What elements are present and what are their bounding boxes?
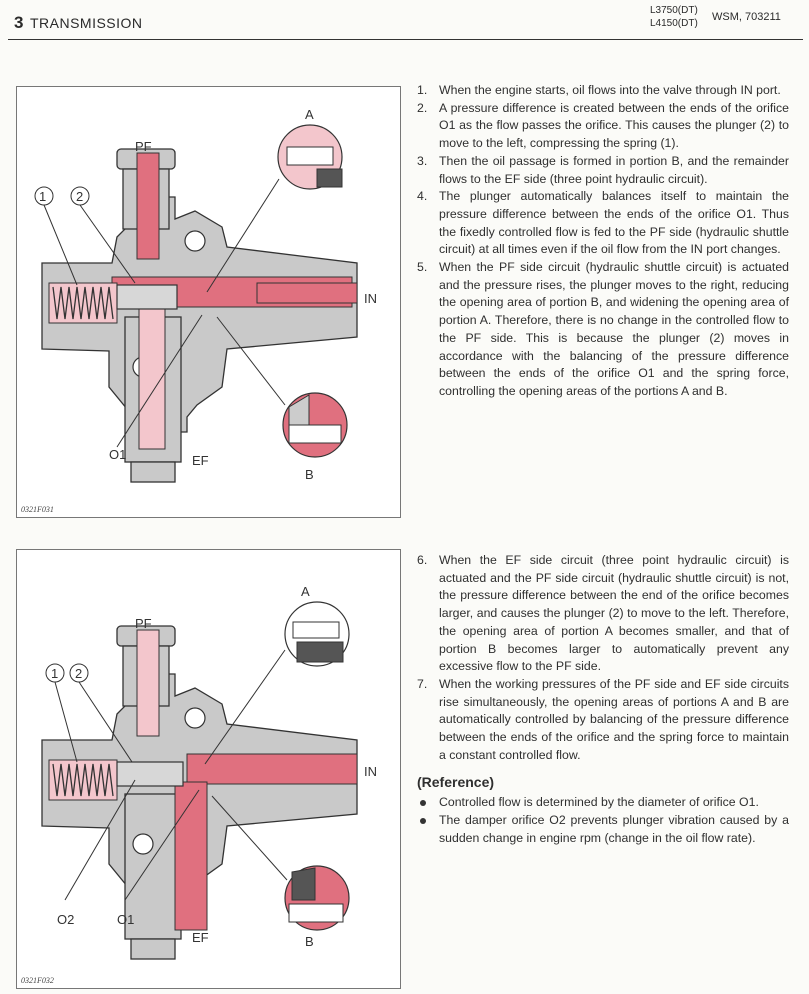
label-b: B [305, 467, 314, 482]
model-numbers: L3750(DT) L4150(DT) [650, 5, 698, 29]
callout-1: 1 [51, 666, 59, 681]
label-o1: O1 [109, 447, 127, 462]
reference-bullet: The damper orifice O2 prevents plunger vibration caused by a sudden change in engine rpm (change in the oil flow rate). [417, 812, 789, 847]
step-2: 2. A pressure difference is created between the ends of the orifice O1 as the flow passes the orifice. This causes the plunger (2) to move to the left, compressing the spring (1). [417, 100, 789, 151]
manual-number: WSM, 703211 [712, 11, 781, 23]
reference-title: (Reference) [417, 774, 495, 791]
label-o2: O2 [57, 912, 75, 927]
section-title: 3 TRANSMISSION [14, 13, 143, 32]
label-ef: EF [192, 930, 209, 945]
figure-2 [16, 549, 401, 989]
callout-2: 2 [76, 189, 84, 204]
step-7: 7. When the working pressures of the PF side and EF side circuits rise simultaneously, the opening areas of portions A and B are automatically controlled by balancing of the pressure difference between the ends of the orifice and the spring force to maintain a constant controlled flow. [417, 676, 789, 762]
step-3: 3. Then the oil passage is formed in portion B, and the remainder flows to the EF side (three point hydraulic circuit). [417, 153, 789, 186]
step-6: 6. When the EF side circuit (three point hydraulic circuit) is actuated and the PF side circuit (hydraulic shuttle circuit) is not, the pressure difference between the end of the orifice becomes larger, and causes the plunger (2) to move to the left. Therefore, the opening area of portion A becomes smaller, and that of portion B becomes larger to automatically prevent any excessive flow to the PF side. [417, 553, 789, 674]
page-header [0, 0, 809, 42]
callout-1: 1 [39, 189, 47, 204]
figure-code: 0321F032 [21, 976, 54, 985]
label-a: A [305, 107, 314, 122]
label-in: IN [364, 291, 377, 306]
label-in: IN [364, 764, 377, 779]
label-o1: O1 [117, 912, 135, 927]
step-4: 4. The plunger automatically balances itself to maintain the pressure difference between the ends of the orifice O1. Thus the fixedly controlled flow is fed to the PF side (hydraulic shuttle circuit) at all times even if the oil flow from the IN port changes. [417, 189, 789, 257]
step-1: 1. When the engine starts, oil flows into the valve through IN port. [417, 83, 781, 97]
label-a: A [301, 584, 310, 599]
steps-6-7 [417, 552, 789, 847]
label-pf: PF [135, 139, 152, 154]
figure-code: 0321F031 [21, 505, 54, 514]
label-b: B [305, 934, 314, 949]
step-5: 5. When the PF side circuit (hydraulic shuttle circuit) is actuated and the pressure rises, the plunger moves to the right, reducing the opening area of portion B, and widening the opening area of portion A. Therefore, there is no change in the controlled flow to the PF side. This is because the plunger (2) moves in accordance with the balancing of the pressure difference between the ends of the orifice O1 and the spring force, controlling the opening areas of the portions A and B. [417, 260, 789, 398]
figure-1 [16, 86, 401, 518]
reference-bullet: Controlled flow is determined by the diameter of orifice O1. [417, 794, 789, 812]
steps-1-5 [417, 82, 789, 401]
label-pf: PF [135, 616, 152, 631]
callout-2: 2 [75, 666, 83, 681]
label-ef: EF [192, 453, 209, 468]
header-rule [8, 39, 803, 40]
